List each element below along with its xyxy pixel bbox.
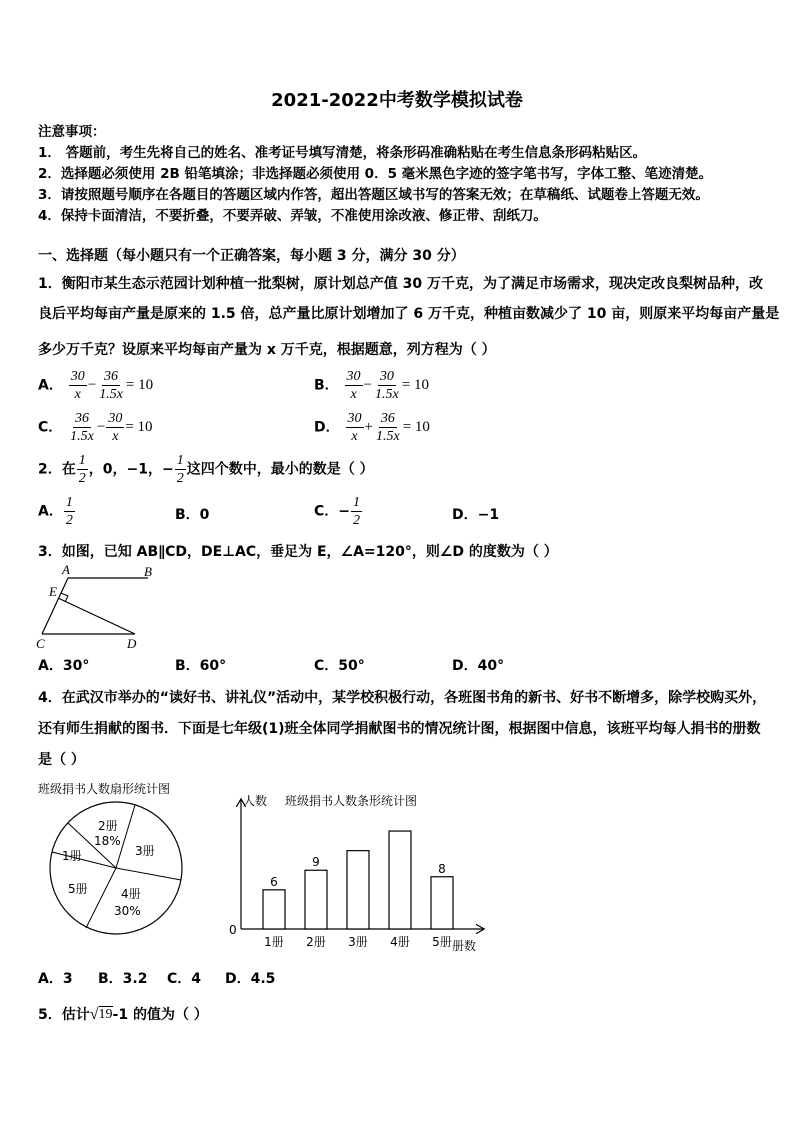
q3-option-a[interactable]: A．30° bbox=[38, 658, 90, 674]
numerator: 30 bbox=[70, 369, 85, 384]
pie-slice-pct: 30% bbox=[114, 904, 141, 918]
question-2 bbox=[38, 452, 374, 487]
note-item: 2．选择题必须使用 2B 铅笔填涂；非选择题必须使用 0．5 毫米黑色字迹的签字笔书写，字体工整、笔迹清楚。 bbox=[38, 166, 713, 182]
q1-option-a[interactable] bbox=[38, 368, 153, 403]
q2-option-b[interactable]: B．0 bbox=[175, 507, 210, 523]
q1-option-b[interactable] bbox=[314, 368, 429, 403]
numerator: 1 bbox=[78, 453, 86, 468]
denominator: x bbox=[350, 387, 357, 402]
q4-option-d[interactable]: D．4.5 bbox=[225, 971, 276, 987]
fraction bbox=[68, 410, 96, 445]
q3-geometry-figure bbox=[30, 560, 160, 652]
denominator: 2 bbox=[176, 471, 184, 486]
denominator: 1.5x bbox=[70, 429, 94, 444]
option-letter: A． bbox=[38, 377, 63, 394]
q4-option-c[interactable]: C．4 bbox=[167, 971, 202, 987]
fraction bbox=[373, 368, 401, 403]
pie-divider bbox=[86, 868, 116, 928]
denominator: 1.5x bbox=[99, 387, 123, 402]
numerator: 36 bbox=[104, 369, 119, 384]
y-axis-label: 人数 bbox=[243, 794, 268, 808]
bar-data-label: 8 bbox=[438, 861, 446, 876]
denominator: x bbox=[351, 429, 358, 444]
bar-2 bbox=[305, 870, 327, 929]
pie-slice-pct: 18% bbox=[94, 834, 121, 848]
point-label-c: C bbox=[36, 636, 45, 651]
fraction bbox=[175, 452, 186, 487]
q2-mid: ，0，−1，− bbox=[88, 461, 174, 478]
bar-group bbox=[263, 831, 453, 949]
note-item: 1． 答题前，考生先将自己的姓名、准考证号填写清楚，将条形码准确粘贴在考生信息条形码粘贴区。 bbox=[38, 145, 647, 161]
line-de bbox=[58, 598, 135, 634]
question-1-line: 多少万千克？设原来平均每亩产量为 x 万千克，根据题意，列方程为（ ） bbox=[38, 342, 496, 358]
equation-rhs: = 10 bbox=[402, 419, 430, 435]
question-3: 3．如图，已知 AB∥CD，DE⊥AC，垂足为 E，∠A=120°，则∠D 的度数为（ ） bbox=[38, 544, 558, 560]
point-label-e: E bbox=[49, 584, 57, 599]
bar-data-label: 9 bbox=[312, 855, 320, 870]
category-tick-label: 2册 bbox=[306, 935, 326, 949]
bar-4 bbox=[389, 831, 411, 929]
equation-rhs: = 10 bbox=[401, 377, 429, 393]
bar-chart-title: 班级捐书人数条形统计图 bbox=[285, 794, 418, 808]
numerator: 30 bbox=[379, 369, 394, 384]
pie-slice-label: 3册 bbox=[135, 844, 155, 858]
radicand: 19 bbox=[98, 1007, 113, 1022]
q5-suffix: -1 的值为（ ） bbox=[112, 1007, 208, 1023]
q3-option-d[interactable]: D．40° bbox=[452, 658, 505, 674]
numerator: 36 bbox=[380, 411, 395, 426]
operator: − bbox=[96, 419, 106, 435]
fraction bbox=[97, 368, 125, 403]
numerator: 36 bbox=[75, 411, 90, 426]
fraction bbox=[346, 410, 364, 445]
option-letter: C．− bbox=[314, 503, 351, 520]
fraction bbox=[69, 368, 87, 403]
point-label-a: A bbox=[62, 562, 70, 577]
pie-slice-label: 4册 bbox=[121, 887, 141, 901]
category-tick-label: 4册 bbox=[390, 935, 410, 949]
q4-option-a[interactable]: A．3 bbox=[38, 971, 73, 987]
note-item: 3．请按照题号顺序在各题目的答题区域内作答，超出答题区域书写的答案无效；在草稿纸、试题卷上答题无效。 bbox=[38, 187, 709, 203]
numerator: 30 bbox=[347, 411, 362, 426]
q1-option-d[interactable] bbox=[314, 410, 430, 445]
numerator: 1 bbox=[65, 495, 73, 510]
q4-option-b[interactable]: B．3.2 bbox=[98, 971, 148, 987]
note-item: 4．保持卡面清洁，不要折叠，不要弄破、弄皱，不准使用涂改液、修正带、刮纸刀。 bbox=[38, 208, 547, 224]
pie-slice-label: 2册 bbox=[98, 819, 118, 833]
section-heading: 一、选择题（每小题只有一个正确答案，每小题 3 分，满分 30 分） bbox=[38, 248, 465, 264]
category-tick-label: 3册 bbox=[348, 935, 368, 949]
category-tick-label: 5册 bbox=[432, 935, 452, 949]
numerator: 30 bbox=[108, 411, 123, 426]
operator: − bbox=[87, 377, 97, 393]
numerator: 1 bbox=[353, 495, 361, 510]
page-title: 2021-2022中考数学模拟试卷 bbox=[271, 90, 523, 111]
question-1-line: 良后平均每亩产量是原来的 1.5 倍，总产量比原计划增加了 6 万千克，种植亩数减少了 10 亩，则原来平均每亩产量是 bbox=[38, 306, 780, 322]
option-letter: A． bbox=[38, 503, 63, 520]
operator: + bbox=[364, 419, 373, 435]
denominator: x bbox=[74, 387, 81, 402]
question-4-line: 4．在武汉市举办的“读好书、讲礼仪”活动中，某学校积极行动，各班图书角的新书、好书不断增多，除学校购买外， bbox=[38, 690, 767, 706]
fraction bbox=[351, 494, 362, 529]
equation-rhs: = 10 bbox=[125, 419, 153, 435]
equation-rhs: = 10 bbox=[125, 377, 154, 393]
denominator: 2 bbox=[78, 471, 86, 486]
point-label-b: B bbox=[144, 564, 152, 579]
operator: − bbox=[363, 377, 373, 393]
q2-option-d[interactable]: D．−1 bbox=[452, 507, 500, 523]
notes-heading: 注意事项： bbox=[38, 124, 106, 140]
q2-suffix: 这四个数中，最小的数是（ ） bbox=[186, 461, 374, 478]
sqrt-symbol: √ bbox=[89, 1006, 99, 1023]
option-letter: B． bbox=[314, 377, 339, 394]
pie-chart bbox=[48, 800, 188, 940]
category-tick-label: 1册 bbox=[264, 935, 284, 949]
fraction bbox=[345, 368, 363, 403]
fraction bbox=[64, 494, 75, 529]
denominator: 2 bbox=[65, 513, 73, 528]
pie-slice-label: 1册 bbox=[62, 849, 82, 863]
option-letter: C． bbox=[38, 419, 63, 436]
fraction bbox=[374, 410, 402, 445]
denominator: 1.5x bbox=[375, 387, 399, 402]
bar-5 bbox=[431, 877, 453, 929]
question-5 bbox=[38, 1004, 208, 1024]
pie-divider bbox=[116, 868, 181, 880]
bar-data-label: 6 bbox=[270, 874, 278, 889]
x-axis-label: 册数 bbox=[452, 939, 477, 953]
denominator: 2 bbox=[353, 513, 361, 528]
bar-1 bbox=[263, 890, 285, 929]
origin-label: 0 bbox=[229, 923, 237, 937]
point-label-d: D bbox=[127, 636, 137, 651]
question-1-line: 1．衡阳市某生态示范园计划种植一批梨树，原计划总产值 30 万千克，为了满足市场需求，现决定改良梨树品种，改 bbox=[38, 276, 763, 292]
denominator: 1.5x bbox=[375, 429, 400, 444]
fraction bbox=[77, 452, 88, 487]
numerator: 30 bbox=[346, 369, 361, 384]
q2-option-a[interactable] bbox=[38, 494, 76, 529]
q3-option-c[interactable]: C．50° bbox=[314, 658, 365, 674]
question-4-line: 还有师生捐献的图书．下面是七年级(1)班全体同学捐献图书的情况统计图，根据图中信息，该班平均每人捐书的册数 bbox=[38, 721, 761, 737]
q2-option-c[interactable] bbox=[314, 494, 363, 529]
pie-chart-title: 班级捐书人数扇形统计图 bbox=[38, 782, 171, 796]
bar-chart bbox=[225, 788, 495, 960]
q3-option-b[interactable]: B．60° bbox=[175, 658, 227, 674]
option-letter: D． bbox=[314, 419, 340, 436]
numerator: 1 bbox=[176, 453, 184, 468]
fraction bbox=[106, 410, 124, 445]
pie-slice-label: 5册 bbox=[68, 882, 88, 896]
question-4-line: 是（ ） bbox=[38, 752, 85, 768]
q5-prefix: 5．估计 bbox=[38, 1007, 90, 1023]
denominator: x bbox=[112, 429, 119, 444]
q2-prefix: 2．在 bbox=[38, 461, 76, 478]
q1-option-c[interactable] bbox=[38, 410, 153, 445]
bar-3 bbox=[347, 851, 369, 929]
